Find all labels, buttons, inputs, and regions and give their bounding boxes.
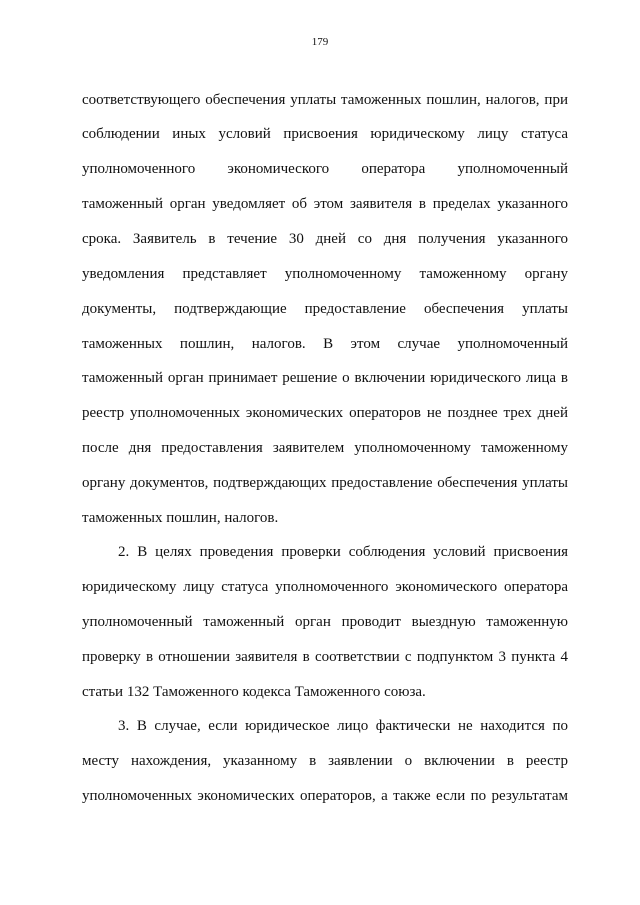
text-line: таможенных пошлин, налогов. (82, 510, 279, 526)
page-number: 179 (311, 36, 329, 48)
text-line: уведомления представляет уполномоченному таможенному органу (82, 266, 568, 282)
text-line: реестр уполномоченных экономических операторов не позднее трех дней (82, 405, 568, 421)
text-line: 2. В целях проведения проверки соблюдения условий присвоения (118, 544, 568, 560)
text-line: уполномоченный таможенный орган проводит выездную таможенную (82, 614, 568, 630)
text-line: органу документов, подтверждающих предоставление обеспечения уплаты (82, 475, 568, 491)
text-line: после дня предоставления заявителем уполномоченному таможенному (82, 440, 568, 456)
text-line: таможенных пошлин, налогов. В этом случае уполномоченный (82, 336, 568, 352)
text-line: месту нахождения, указанному в заявлении о включении в реестр (82, 753, 568, 769)
text-line: документы, подтверждающие предоставление обеспечения уплаты (82, 301, 568, 317)
text-line: юридическому лицу статуса уполномоченного экономического оператора (82, 579, 568, 595)
text-line: таможенный орган принимает решение о включении юридического лица в (82, 370, 568, 386)
text-line: соблюдении иных условий присвоения юридическому лицу статуса (82, 126, 568, 142)
text-line: уполномоченных экономических операторов, а также если по результатам (82, 788, 568, 804)
text-line: уполномоченного экономического оператора уполномоченный (82, 161, 568, 177)
text-line: таможенный орган уведомляет об этом заявителя в пределах указанного (82, 196, 568, 212)
text-line: проверку в отношении заявителя в соответствии с подпунктом 3 пункта 4 (82, 649, 568, 665)
text-line: статьи 132 Таможенного кодекса Таможенного союза. (82, 684, 426, 700)
text-line: 3. В случае, если юридическое лицо фактически не находится по (118, 718, 568, 734)
text-line: соответствующего обеспечения уплаты таможенных пошлин, налогов, при (82, 92, 568, 108)
text-line: срока. Заявитель в течение 30 дней со дня получения указанного (82, 231, 568, 247)
